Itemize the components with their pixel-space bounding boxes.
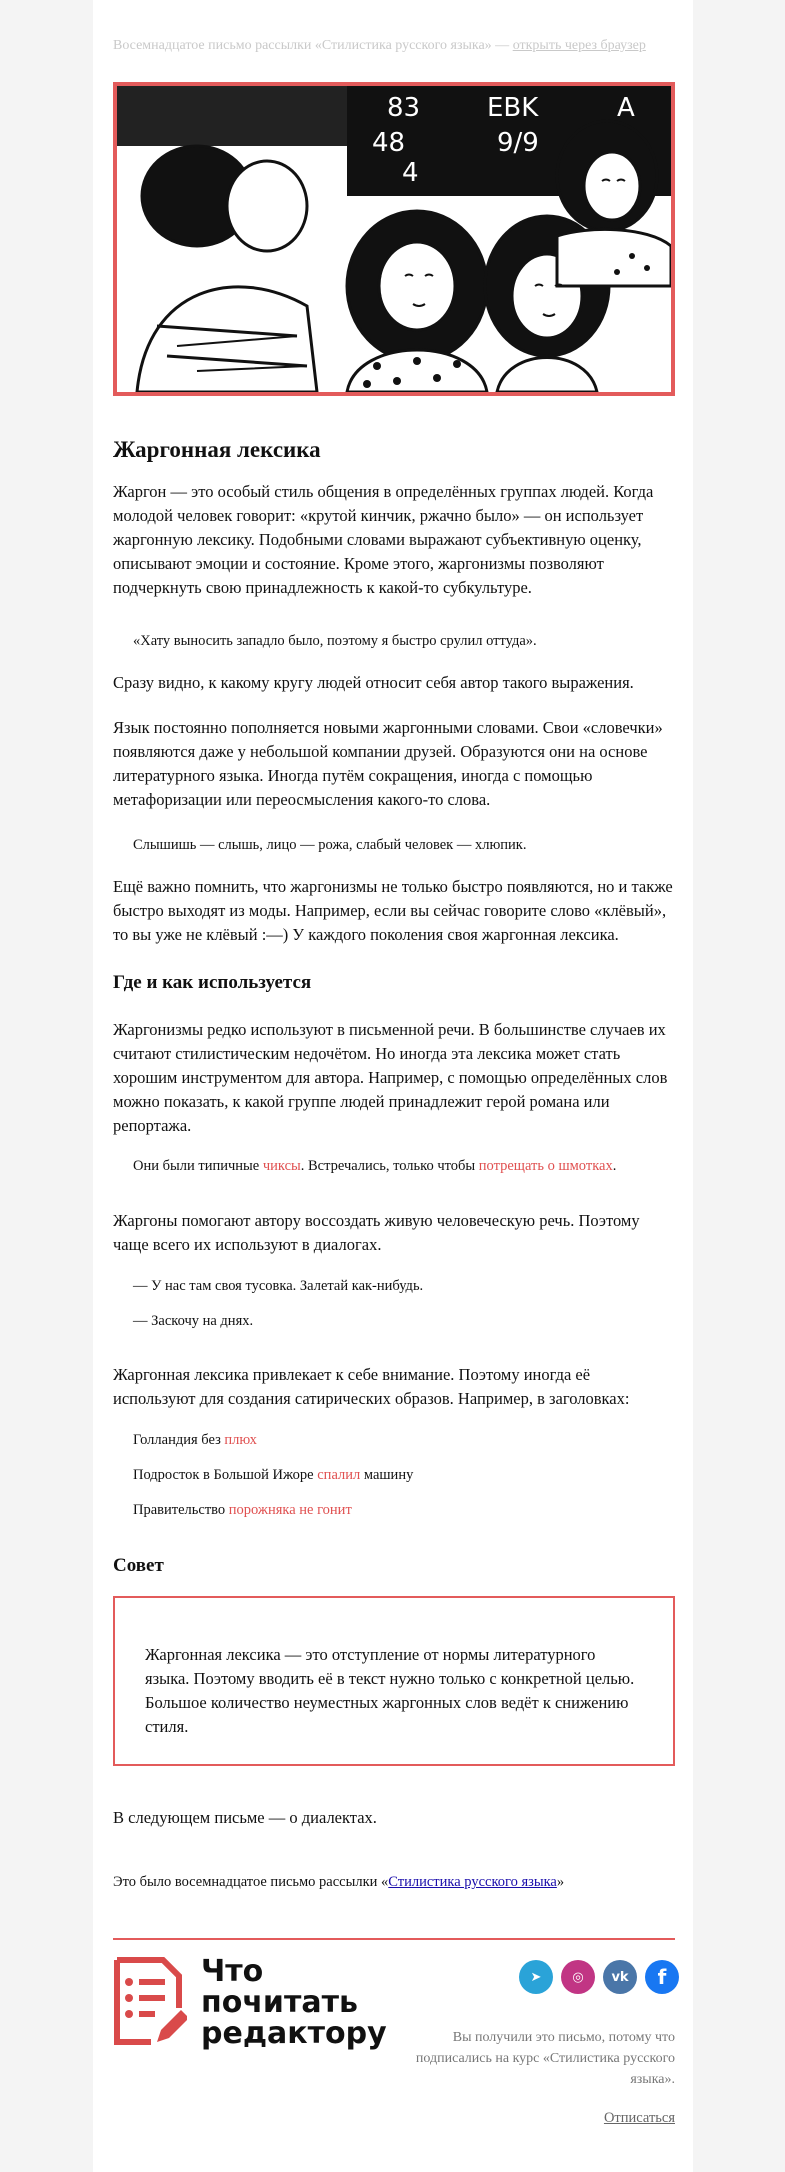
email-sheet <box>93 0 693 2172</box>
board-text-5: 9/9 <box>497 128 539 158</box>
brand-logo[interactable] <box>111 1954 411 2051</box>
next-letter-note: В следующем письме — о диалектах. <box>113 1808 377 1827</box>
instagram-icon[interactable]: ◎ <box>561 1960 595 1994</box>
example-4: — У нас там своя тусовка. Залетай как-нибудь. <box>133 1278 424 1294</box>
example-3-jargon-1: чиксы <box>262 1158 301 1174</box>
preheader-text: Восемнадцатое письмо рассылки «Стилистика русского языка» — <box>113 38 513 53</box>
board-text-2: EBK <box>487 93 539 123</box>
series-note-end: » <box>556 1874 565 1890</box>
article-title: Жаргонная лексика <box>113 437 321 462</box>
open-in-browser-link[interactable]: открыть через браузер <box>512 38 646 53</box>
section-heading-tip: Совет <box>113 1555 164 1576</box>
example-3-text-e: . <box>612 1158 617 1174</box>
paragraph-7: Жаргонная лексика привлекает к себе внимание. Поэтому иногда её используют для создания сатирических образов. Например, в заголовках: <box>113 1365 630 1408</box>
paragraph-3: Язык постоянно пополняется новыми жаргонными словами. Свои «словечки» появляются даже у небольшой компании друзей. Образуются они на основе литературного языка. Иногда путём сокращения, иногда с помощью метафоризации или переосмысления какого-то слова. <box>113 718 663 809</box>
course-link[interactable]: Стилистика русского языка <box>388 1874 557 1890</box>
brand-name <box>201 1956 387 2049</box>
example-6-jargon: плюх <box>224 1432 257 1448</box>
example-7-text-a: Подросток в Большой Ижоре <box>133 1467 318 1483</box>
paragraph-6: Жаргоны помогают автору воссоздать живую человеческую речь. Поэтому чаще всего их используют в диалогах. <box>113 1211 640 1254</box>
preheader <box>113 36 675 56</box>
telegram-icon[interactable]: ➤ <box>519 1960 553 1994</box>
schoolgirls-illustration <box>117 86 671 392</box>
board-text-4: 48 <box>372 128 406 158</box>
tip-box <box>113 1596 675 1766</box>
subscription-note: Вы получили это письмо, потому что подписались на курс «Стилистика русского языка». <box>415 2030 675 2087</box>
brand-line-3: редактору <box>201 2016 387 2051</box>
footer-divider <box>113 1938 675 1940</box>
example-2: Слышишь — слышь, лицо — рожа, слабый человек — хлюпик. <box>133 837 527 853</box>
example-8-text: Правительство <box>133 1502 229 1518</box>
example-6 <box>133 1429 673 1451</box>
checklist-pencil-icon <box>111 1956 187 2046</box>
series-note-text: Это было восемнадцатое письмо рассылки « <box>113 1874 389 1890</box>
example-3-jargon-2: потрещать о шмотках <box>478 1158 613 1174</box>
example-3-text-a: Они были типичные <box>133 1158 263 1174</box>
example-8 <box>133 1499 673 1521</box>
example-7 <box>133 1464 673 1486</box>
vk-icon[interactable]: vk <box>603 1960 637 1994</box>
example-3 <box>133 1155 673 1177</box>
board-text-1: 83 <box>387 93 421 123</box>
example-3-text-c: . Встречались, только чтобы <box>300 1158 479 1174</box>
example-7-jargon: спалил <box>317 1467 361 1483</box>
example-7-text-c: машину <box>360 1467 414 1483</box>
paragraph-1: Жаргон — это особый стиль общения в определённых группах людей. Когда молодой человек говорит: «крутой кинчик, ржачно было» — он использует жаргонную лексику. Подобными словами выражают субъективную оценку, описывают эмоции и состояние. Кроме этого, жаргонизмы позволяют подчеркнуть свою принадлежность к какой-то субкультуре. <box>113 482 654 597</box>
example-8-jargon: порожняка не гонит <box>228 1502 352 1518</box>
example-1: «Хату выносить западло было, поэтому я быстро срулил оттуда». <box>133 633 537 649</box>
social-links <box>519 1960 689 2000</box>
tip-text: Жаргонная лексика — это отступление от нормы литературного языка. Поэтому вводить её в текст нужно только с конкретной целью. Большое количество неуместных жаргонных слов ведёт к снижению стиля. <box>145 1645 635 1736</box>
example-5: — Заскочу на днях. <box>133 1313 254 1329</box>
paragraph-4: Ещё важно помнить, что жаргонизмы не только быстро появляются, но и также быстро выходят из моды. Например, если вы сейчас говорите слово «клёвый», то вы уже не клёвый :—) У каждого поколения своя жаргонная лексика. <box>113 877 673 944</box>
facebook-icon[interactable]: f <box>645 1960 679 1994</box>
paragraph-5: Жаргонизмы редко используют в письменной речи. В большинстве случаев их считают стилистическим недочётом. Но иногда эта лексика может стать хорошим инструментом для автора. Например, с помощью определённых слов можно показать, к какой группе людей принадлежит герой романа или репортажа. <box>113 1020 668 1135</box>
series-note <box>113 1871 675 1893</box>
hero-illustration <box>113 82 675 396</box>
board-text-3: A <box>617 93 635 123</box>
paragraph-2: Сразу видно, к какому кругу людей относит себя автор такого выражения. <box>113 673 634 692</box>
unsubscribe-link[interactable]: Отписаться <box>603 2110 675 2126</box>
section-heading-where: Где и как используется <box>113 972 312 993</box>
brand-line-1: Что <box>201 1954 264 1989</box>
example-6-text: Голландия без <box>133 1432 225 1448</box>
brand-line-2: почитать <box>201 1985 358 2020</box>
board-text-6: 4 <box>402 158 419 188</box>
